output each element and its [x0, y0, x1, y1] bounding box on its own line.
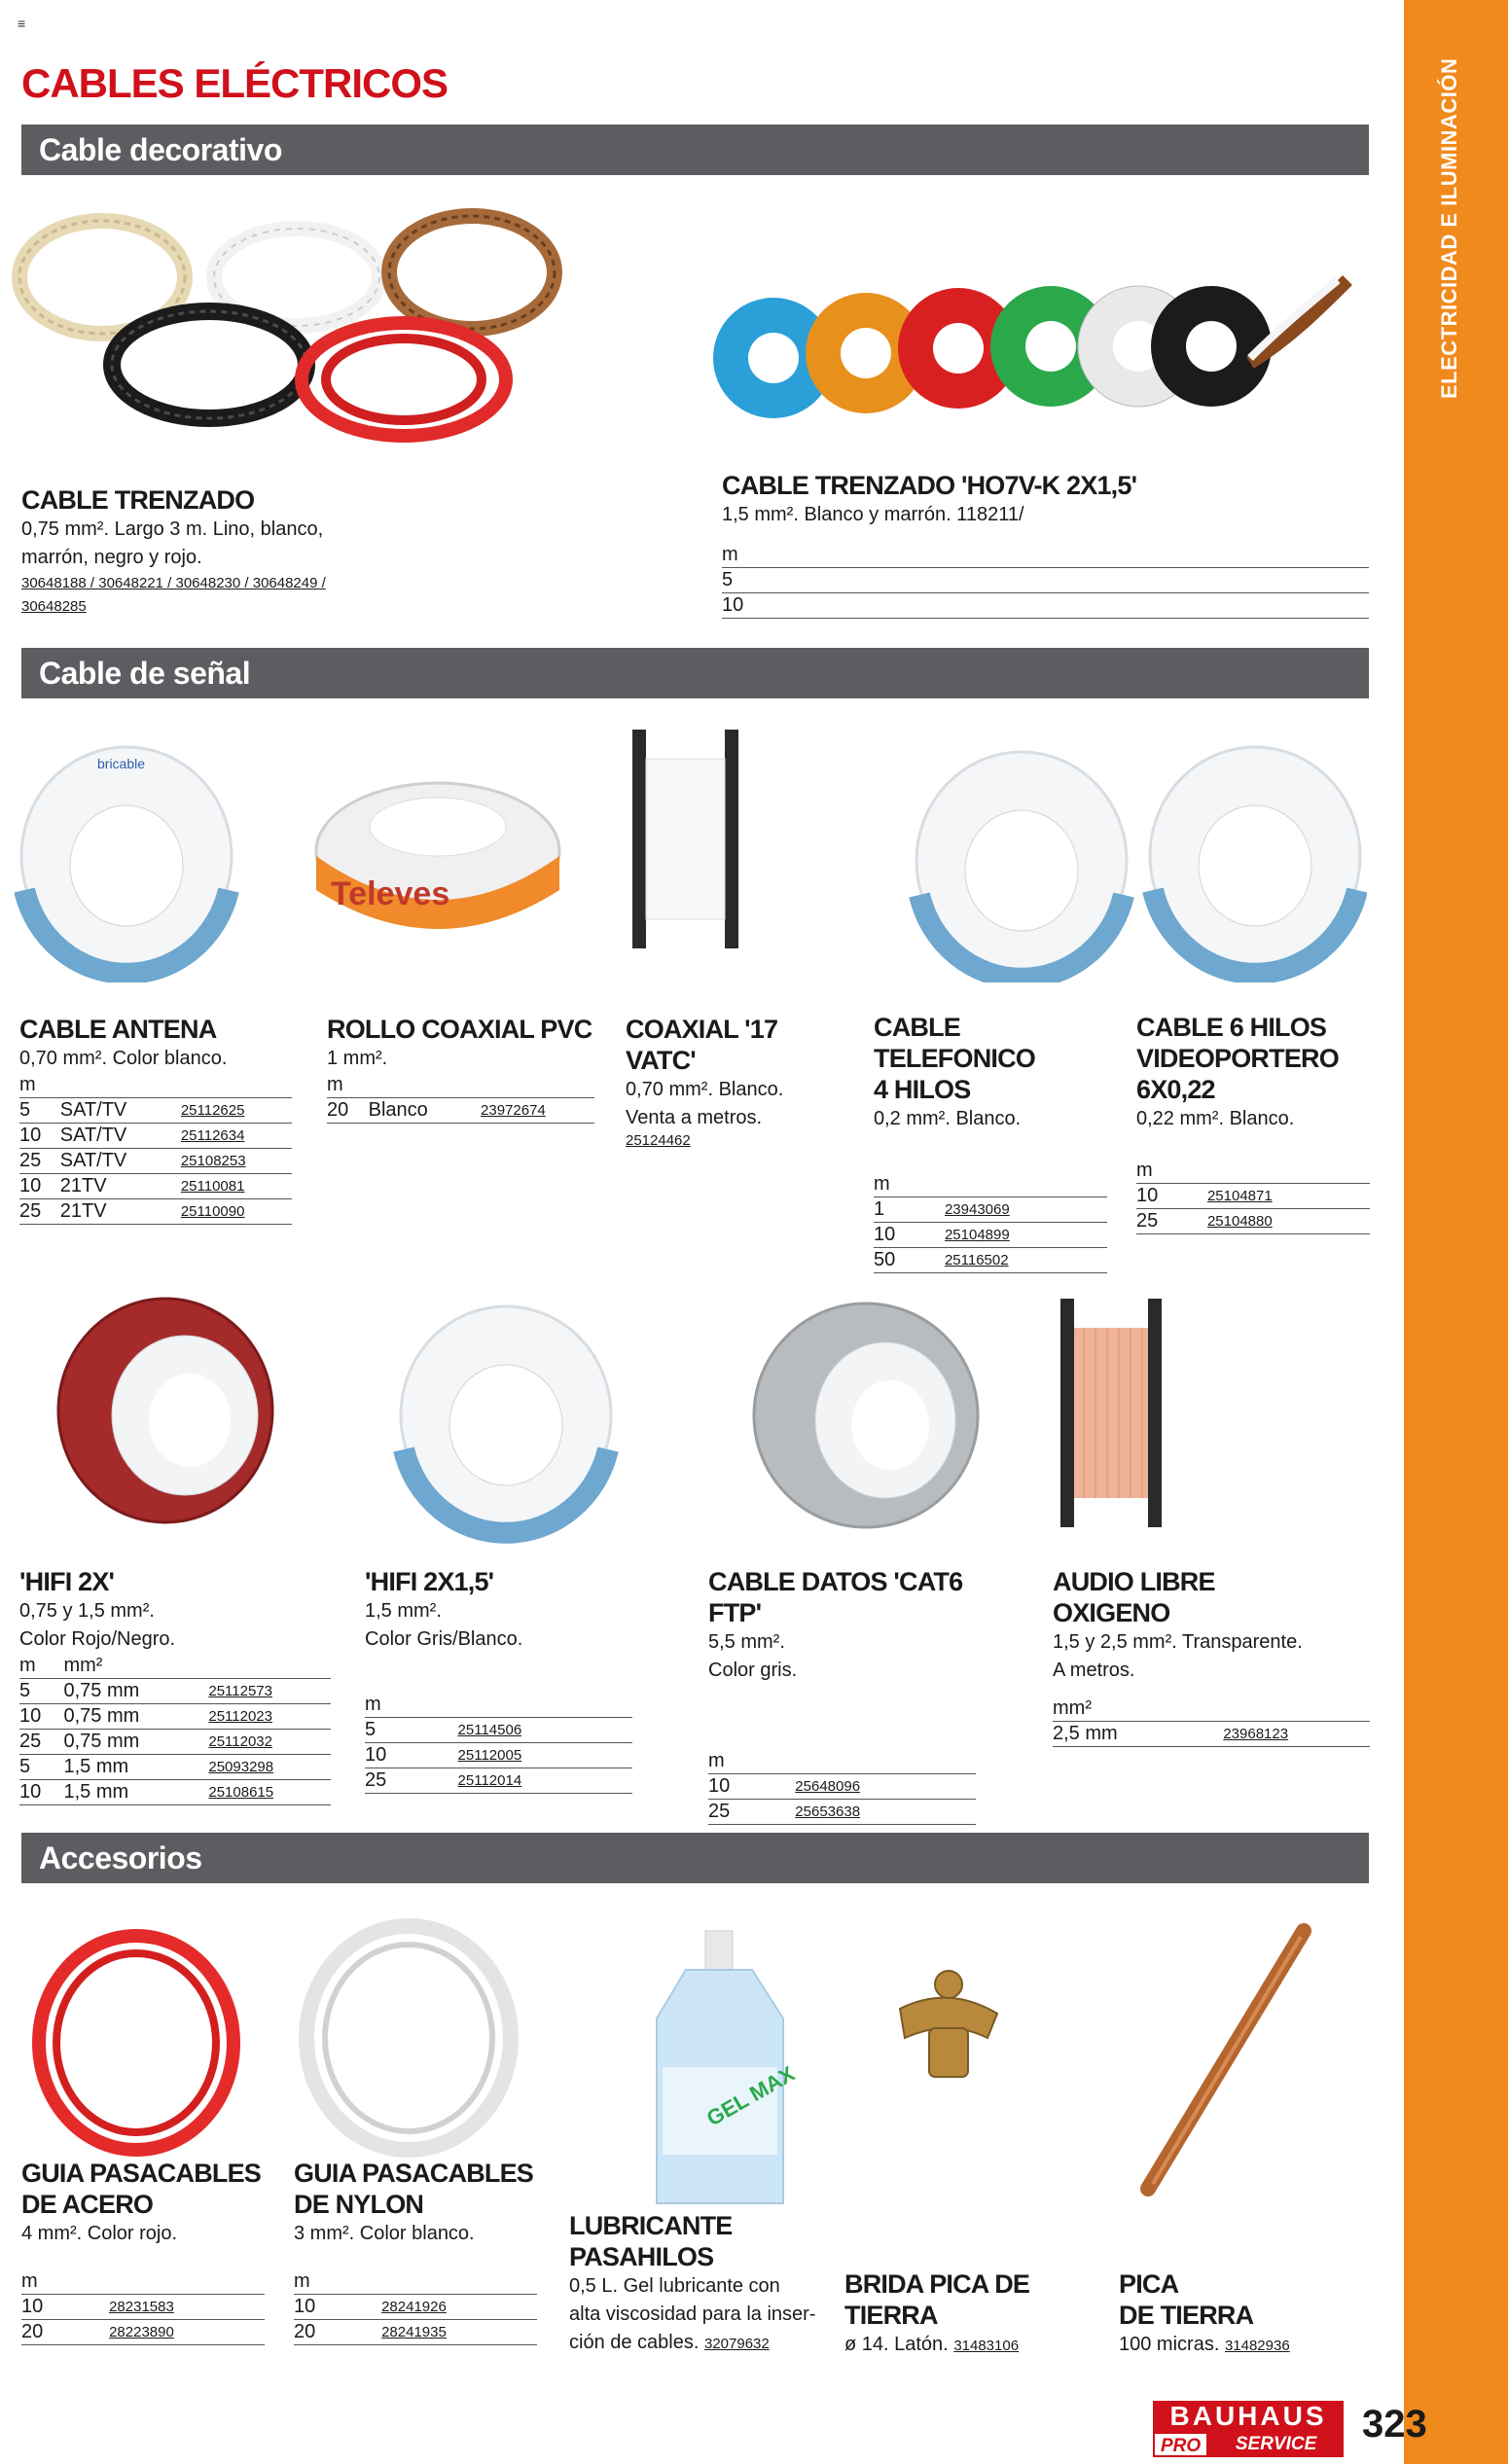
product-cable-telefonico: [874, 1012, 1112, 1273]
section-header-senal: Cable de señal: [21, 648, 1369, 698]
table-row: 10 25648096: [708, 1774, 976, 1800]
table-row: 50 25116502: [874, 1248, 1107, 1273]
table-header: m: [19, 1654, 63, 1679]
product-title: CABLE ANTENA: [19, 1015, 217, 1044]
product-description: A metros.: [1053, 1660, 1135, 1681]
product-description: [844, 2331, 1107, 2360]
televes-logo: Televes: [331, 875, 450, 912]
product-title: 'HIFI 2X': [19, 1567, 115, 1596]
table-header: m: [708, 1749, 766, 1774]
product-description: Color Rojo/Negro.: [19, 1628, 176, 1650]
product-description: 1,5 y 2,5 mm². Transparente.: [1053, 1631, 1303, 1653]
product-description: 0,5 L. Gel lubricante con: [569, 2275, 780, 2297]
table-row: 25 25653638: [708, 1800, 976, 1825]
product-title: PASAHILOS: [569, 2242, 714, 2271]
product-description: 3 mm². Color blanco.: [294, 2223, 475, 2244]
product-title: ROLLO COAXIAL PVC: [327, 1015, 592, 1044]
table-row: 10 28241926: [294, 2295, 537, 2320]
product-description: 0,75 mm². Largo 3 m. Lino, blanco, marrón, negro y rojo.: [21, 518, 324, 568]
table-cell: 5: [722, 568, 1369, 593]
product-title: LUBRICANTE: [569, 2211, 733, 2240]
product-cable-trenzado-h07vk: [722, 470, 1369, 619]
product-guia-pasacables-nylon: [294, 2158, 542, 2345]
table-row: [722, 568, 1369, 593]
logo-brand: BAUHAUS: [1153, 2401, 1344, 2432]
product-description: 0,70 mm². Color blanco.: [19, 1048, 228, 1069]
product-code: 31482936: [1224, 2338, 1290, 2354]
product-title: VIDEOPORTERO: [1136, 1044, 1339, 1073]
table-header: mm²: [1053, 1696, 1165, 1722]
product-cable-trenzado: [21, 484, 352, 619]
product-title: GUIA PASACABLES: [21, 2159, 262, 2188]
product-description: 1,5 mm². Blanco y marrón. 118211/: [722, 504, 1024, 525]
product-codes: 30648188 / 30648221 / 30648230 / 30648249 / 30648285: [21, 575, 326, 615]
section-header-decorativo: Cable decorativo: [21, 125, 1369, 175]
product-hifi-2x15: [365, 1566, 632, 1794]
product-brida-pica-tierra: [844, 2268, 1107, 2360]
table-row: 5 SAT/TV 25112625: [19, 1098, 292, 1124]
product-title: CABLE TRENZADO 'HO7V-K 2X1,5': [722, 471, 1137, 500]
product-title: CABLE TRENZADO: [21, 485, 255, 515]
product-table: [21, 2269, 265, 2345]
bauhaus-pro-service-logo: [1153, 2401, 1344, 2459]
gel-max-label: GEL MAX: [702, 2060, 799, 2131]
product-title: OXIGENO: [1053, 1598, 1170, 1627]
table-header: m: [365, 1693, 419, 1718]
product-description: [1119, 2331, 1352, 2360]
table-row: 5 1,5 mm 25093298: [19, 1755, 331, 1780]
product-table: [365, 1693, 632, 1794]
product-description: 0,22 mm². Blanco.: [1136, 1108, 1295, 1129]
table-row: 25 SAT/TV 25108253: [19, 1149, 292, 1174]
product-code: 32079632: [703, 2336, 770, 2352]
product-description: Color gris.: [708, 1660, 798, 1681]
product-table: [327, 1073, 594, 1124]
product-table: [708, 1749, 976, 1825]
page-title: CABLES ELÉCTRICOS: [21, 60, 449, 106]
product-description: alta viscosidad para la inser-: [569, 2303, 816, 2325]
table-row: 10 25104871: [1136, 1184, 1370, 1209]
product-table: [1136, 1159, 1370, 1234]
table-row: 10 0,75 mm 25112023: [19, 1704, 331, 1730]
table-header: m: [327, 1073, 369, 1098]
product-description: 0,75 y 1,5 mm².: [19, 1600, 155, 1622]
table-row: 10 25112005: [365, 1743, 632, 1768]
decorative-cables-image: [10, 199, 681, 452]
table-row: 10 SAT/TV 25112634: [19, 1124, 292, 1149]
product-description: 5,5 mm².: [708, 1631, 785, 1653]
audio-data-cables-images: [39, 1294, 1206, 1547]
menu-icon[interactable]: ≡: [18, 16, 26, 31]
product-description: Venta a metros.: [626, 1107, 763, 1128]
product-title: COAXIAL '17 VATC': [626, 1015, 778, 1075]
product-lubricante-pasahilos: [569, 2210, 832, 2358]
product-cable-videoportero: [1136, 1012, 1370, 1234]
product-table: [722, 543, 1369, 619]
product-title: CABLE DATOS 'CAT6 FTP': [708, 1567, 963, 1627]
table-row: 10 21TV 25110081: [19, 1174, 292, 1199]
table-cell: 10: [722, 593, 1369, 619]
product-audio-libre-oxigeno: [1053, 1566, 1370, 1747]
product-title: PICA: [1119, 2269, 1179, 2299]
product-description-end: ción de cables.: [569, 2332, 700, 2353]
table-row: 2,5 mm 23968123: [1053, 1722, 1370, 1747]
bricable-logo: bricable: [97, 756, 146, 771]
product-title: DE TIERRA: [1119, 2301, 1254, 2330]
section-header-accesorios: Accesorios: [21, 1833, 1369, 1883]
table-header: m: [294, 2269, 342, 2295]
product-table: [1053, 1696, 1370, 1747]
table-row: 25 0,75 mm 25112032: [19, 1730, 331, 1755]
product-table: [294, 2269, 537, 2345]
table-header: m: [21, 2269, 70, 2295]
table-header: m: [19, 1073, 60, 1098]
product-title: AUDIO LIBRE: [1053, 1567, 1215, 1596]
product-title: CABLE 6 HILOS: [1136, 1013, 1327, 1042]
page-number: 323: [1362, 2403, 1427, 2446]
product-description-text: ø 14. Latón.: [844, 2334, 949, 2355]
product-guia-pasacables-acero: [21, 2158, 269, 2345]
product-title: DE ACERO: [21, 2190, 154, 2219]
table-row: 5 0,75 mm 25112573: [19, 1679, 331, 1704]
product-description: 4 mm². Color rojo.: [21, 2223, 178, 2244]
product-description: Color Gris/Blanco.: [365, 1628, 523, 1650]
product-description-text: 100 micras.: [1119, 2334, 1220, 2355]
product-table: [19, 1073, 292, 1225]
product-title: 'HIFI 2X1,5': [365, 1567, 494, 1596]
product-pica-tierra: [1119, 2268, 1352, 2360]
product-code: 25124462: [626, 1132, 691, 1149]
h07vk-spools-image: [705, 251, 1357, 465]
table-header: m: [874, 1172, 931, 1197]
product-title: CABLE TELEFONICO: [874, 1013, 1035, 1073]
product-coaxial-17-vatc: [626, 1014, 849, 1149]
table-row: 25 25112014: [365, 1768, 632, 1794]
signal-cables-images: [15, 720, 1367, 982]
logo-service: SERVICE: [1208, 2432, 1344, 2457]
product-title: 6X0,22: [1136, 1075, 1215, 1104]
product-hifi-2x: [19, 1566, 331, 1805]
table-row: 20 Blanco 23972674: [327, 1098, 594, 1124]
product-table: [19, 1654, 331, 1805]
table-row: 25 21TV 25110090: [19, 1199, 292, 1225]
product-description: [569, 2329, 832, 2358]
product-description: 0,2 mm². Blanco.: [874, 1108, 1022, 1129]
side-category-label: ELECTRICIDAD E ILUMINACIÓN: [1437, 57, 1461, 399]
product-cable-antena: [19, 1014, 302, 1225]
product-cable-datos-cat6: [708, 1566, 976, 1825]
table-row: 20 28223890: [21, 2320, 265, 2345]
product-description: 1,5 mm².: [365, 1600, 442, 1622]
product-code: 31483106: [953, 2338, 1020, 2354]
table-row: 25 25104880: [1136, 1209, 1370, 1234]
product-title: BRIDA PICA DE TIERRA: [844, 2269, 1030, 2330]
table-row: 10 1,5 mm 25108615: [19, 1780, 331, 1805]
table-header: m: [722, 543, 1369, 568]
logo-pro: PRO: [1153, 2432, 1208, 2457]
table-row: 5 25114506: [365, 1718, 632, 1743]
product-rollo-coaxial-pvc: [327, 1014, 599, 1124]
product-title: 4 HILOS: [874, 1075, 971, 1104]
table-row: [722, 593, 1369, 619]
product-table: [874, 1172, 1107, 1273]
table-row: 10 28231583: [21, 2295, 265, 2320]
product-title: GUIA PASACABLES: [294, 2159, 534, 2188]
table-row: 10 25104899: [874, 1223, 1107, 1248]
table-header: mm²: [63, 1654, 195, 1679]
table-row: 1 23943069: [874, 1197, 1107, 1223]
product-description: 0,70 mm². Blanco.: [626, 1079, 784, 1100]
table-header: m: [1136, 1159, 1194, 1184]
product-description: 1 mm².: [327, 1048, 388, 1069]
product-title: DE NYLON: [294, 2190, 424, 2219]
table-row: 20 28241935: [294, 2320, 537, 2345]
